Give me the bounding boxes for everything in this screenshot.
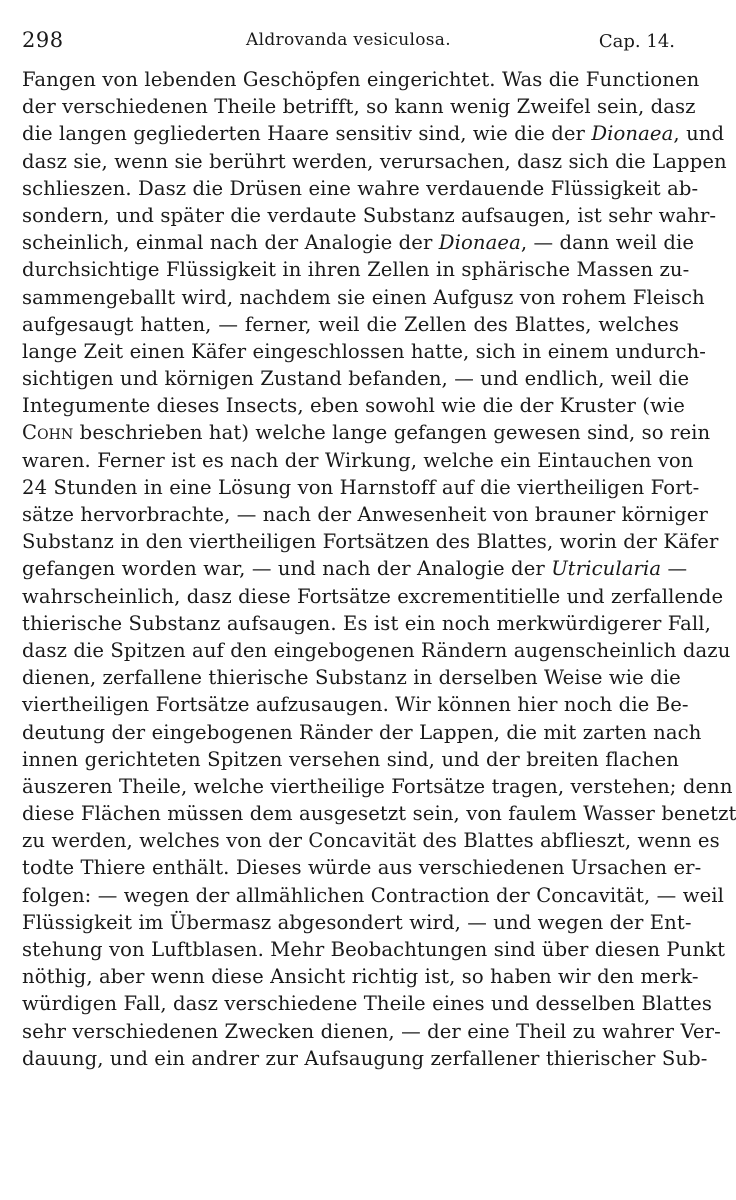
text-line: zu werden, welches von der Concavität des Blattes abflieszt, wenn es [22, 829, 720, 853]
text-line: aufgesaugt hatten, — ferner, weil die Zellen des Blattes, welches [22, 312, 679, 336]
text-line: folgen: — wegen der allmählichen Contraction der Concavität, — weil [22, 883, 725, 907]
text-line: Integumente dieses Insects, eben sowohl wie die der Kruster (wie [22, 394, 685, 418]
running-head [22, 28, 675, 58]
text-line: dasz die Spitzen auf den eingebogenen Rändern augenscheinlich dazu [22, 638, 731, 662]
text-line: sätze hervorbrachte, — nach der Anwesenheit von brauner körniger [22, 503, 708, 526]
text-line: sondern, und später die verdaute Substanz aufsaugen, ist sehr wahr- [22, 203, 717, 227]
text-line: sammengeballt wird, nachdem sie einen Aufgusz von rohem Fleisch [22, 285, 705, 309]
text-line: Flüssigkeit im Übermasz abgesondert wird, — und wegen der Ent- [22, 910, 692, 934]
text-line: sehr verschiedenen Zwecken dienen, — der eine Theil zu wahrer Ver- [22, 1019, 721, 1043]
text-line: dasz sie, wenn sie berührt werden, verursachen, dasz sich die Lappen [22, 149, 727, 173]
text-line: nöthig, aber wenn diese Ansicht richtig ist, so haben wir den merk- [22, 965, 699, 989]
chapter-label: Cap. 14. [598, 31, 675, 52]
text-line: innen gerichteten Spitzen versehen sind, und der breiten flachen [22, 747, 679, 771]
text-line: diese Flächen müssen dem ausgesetzt sein, von faulem Wasser benetzt [22, 802, 736, 826]
text-line: 24 Stunden in eine Lösung von Harnstoff auf die viertheiligen Fort- [22, 475, 700, 499]
text-line: würdigen Fall, dasz verschiedene Theile eines und desselben Blattes [22, 992, 712, 1016]
text-line: dienen, zerfallene thierische Substanz in derselben Weise wie die [22, 666, 681, 690]
text-line: deutung der eingebogenen Ränder der Lappen, die mit zarten nach [22, 720, 702, 744]
text-line: dauung, und ein andrer zur Aufsaugung zerfallener thierischer Sub- [22, 1046, 708, 1070]
page-number: 298 [22, 28, 64, 52]
text-line: todte Thiere enthält. Dieses würde aus verschiedenen Ursachen er- [22, 856, 702, 880]
text-line: Cohn beschrieben hat) welche lange gefangen gewesen sind, so rein [22, 421, 711, 445]
text-line: durchsichtige Flüssigkeit in ihren Zellen in sphärische Massen zu- [22, 258, 690, 282]
text-line: wahrscheinlich, dasz diese Fortsätze excrementitielle und zerfallende [22, 584, 724, 608]
text-line: waren. Ferner ist es nach der Wirkung, welche ein Eintauchen von [22, 448, 694, 472]
text-line: lange Zeit einen Käfer eingeschlossen hatte, sich in einem undurch- [22, 339, 707, 363]
text-line: sichtigen und körnigen Zustand befanden, — und endlich, weil die [22, 367, 690, 391]
body-text [22, 66, 736, 1072]
text-line: thierische Substanz aufsaugen. Es ist ein noch merkwürdigerer Fall, [22, 611, 711, 635]
text-line: stehung von Luftblasen. Mehr Beobachtungen sind über diesen Punkt [22, 938, 726, 961]
text-line: Substanz in den viertheiligen Fortsätzen des Blattes, worin der Käfer [22, 530, 719, 554]
text-line: schlieszen. Dasz die Drüsen eine wahre verdauende Flüssigkeit ab- [22, 176, 699, 200]
text-line: Fangen von lebenden Geschöpfen eingerichtet. Was die Functionen [22, 68, 700, 91]
text-line: äuszeren Theile, welche viertheilige Fortsätze tragen, verstehen; denn [22, 774, 733, 798]
text-line: die langen gegliederten Haare sensitiv sind, wie die der Dionaea, und [22, 122, 725, 146]
running-title: Aldrovanda vesiculosa. [246, 30, 451, 50]
text-line: der verschiedenen Theile betrifft, so kann wenig Zweifel sein, dasz [22, 95, 696, 119]
text-line: gefangen worden war, — und nach der Analogie der Utricularia — [22, 557, 688, 581]
text-line: scheinlich, einmal nach der Analogie der Dionaea, — dann weil die [22, 231, 695, 255]
text-line: viertheiligen Fortsätze aufzusaugen. Wir können hier noch die Be- [22, 693, 689, 717]
